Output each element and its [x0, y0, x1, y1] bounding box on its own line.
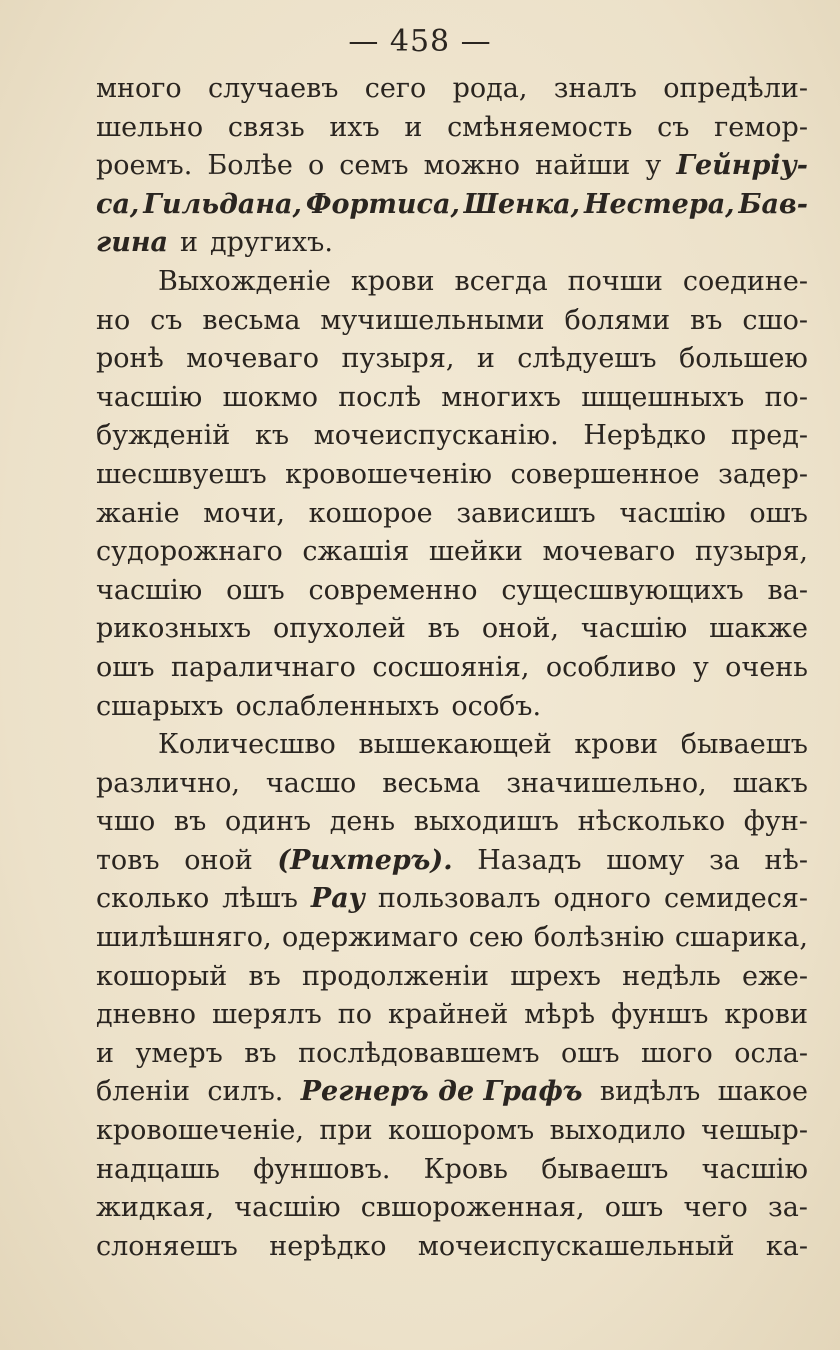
word: слѣдуешъ — [517, 343, 657, 375]
word: зависишъ — [456, 497, 596, 529]
word: часшо — [265, 767, 357, 799]
word: часшію — [234, 1192, 341, 1224]
word: шерялъ — [212, 999, 322, 1031]
word: соедине- — [682, 265, 808, 297]
word: ка- — [765, 1230, 808, 1262]
text-line — [96, 186, 808, 225]
text-line — [96, 1073, 808, 1112]
word: ихъ — [329, 111, 380, 143]
word: и — [96, 1037, 114, 1069]
word: часшію — [96, 381, 203, 413]
word: рикозныхъ — [96, 613, 252, 645]
word: съ — [657, 111, 690, 143]
word: шакое — [717, 1076, 808, 1108]
word: совершенное — [510, 458, 700, 490]
word: крови — [724, 999, 808, 1031]
word: фуншовъ. — [253, 1153, 391, 1185]
word: ошъ — [96, 651, 155, 683]
italic-name: Регнеръ де Графъ — [300, 1076, 583, 1108]
text-body — [96, 70, 808, 1266]
text-line — [96, 610, 808, 649]
word: кошоромъ — [387, 1115, 535, 1147]
text-line — [96, 224, 808, 263]
word: дневно — [96, 999, 197, 1031]
word: весьма — [202, 304, 301, 336]
word: съ — [150, 304, 183, 336]
word: шокмо — [222, 381, 318, 413]
word: въ — [173, 806, 207, 838]
word: болѣзнію — [533, 922, 665, 954]
word: мочи, — [203, 497, 285, 529]
word: Кровь — [423, 1153, 509, 1185]
word: одного — [553, 883, 652, 915]
word: часшію — [619, 497, 726, 529]
word: опредѣли- — [663, 73, 808, 104]
word: Количесшво — [158, 729, 336, 761]
word: судорожнаго — [96, 536, 283, 568]
text-line — [96, 1151, 808, 1190]
word: пузыря, — [694, 536, 808, 568]
text-line — [96, 958, 808, 997]
text-line — [96, 70, 808, 109]
word: къ — [254, 420, 290, 452]
text-line — [96, 1189, 808, 1228]
word: болями — [564, 304, 671, 336]
word: сшо- — [742, 304, 808, 336]
word: мочеиспусканію. — [313, 420, 559, 452]
word: найши — [535, 150, 631, 182]
word: сшарика, — [674, 922, 808, 954]
word: вышекающей — [358, 729, 552, 761]
word: ослабленныхъ — [235, 690, 440, 722]
italic-name: Фортиса, — [305, 188, 460, 220]
word: семъ — [339, 150, 409, 182]
word: сего — [364, 73, 427, 104]
word: часшію — [580, 613, 688, 645]
word: пред- — [730, 420, 808, 452]
word: кошорое — [308, 497, 433, 529]
word: параличнаго — [170, 651, 356, 683]
word: кровошеченіе, — [96, 1115, 304, 1147]
word: современно — [308, 574, 478, 606]
word: нерѣдко — [269, 1230, 387, 1262]
word: выходило — [549, 1115, 686, 1147]
word: у — [692, 651, 709, 683]
text-line — [96, 765, 808, 804]
word: ошъ — [226, 574, 285, 606]
word: надцашь — [96, 1153, 220, 1185]
word: шельно — [96, 111, 204, 143]
word: рода, — [452, 73, 528, 104]
italic-name: гина — [96, 227, 168, 259]
word: кровошеченію — [285, 458, 493, 490]
word: день — [329, 806, 396, 838]
word: и — [180, 227, 198, 259]
word: другихъ. — [210, 227, 333, 259]
word: мочеваго — [186, 343, 320, 375]
italic-name: Нестера, — [583, 188, 735, 220]
text-line — [96, 1112, 808, 1151]
word: Нерѣдко — [583, 420, 707, 452]
word: шилѣшняго, — [96, 922, 272, 954]
word: ошъ — [749, 497, 808, 529]
word: бываешъ — [541, 1153, 669, 1185]
word: фун- — [743, 806, 808, 838]
text-line — [96, 572, 808, 611]
word: Болѣе — [207, 150, 293, 182]
word: нѣсколько — [577, 806, 726, 838]
word: шакъ — [732, 767, 808, 799]
word: но — [96, 304, 131, 336]
word: жаніе — [96, 497, 180, 529]
word: и — [404, 111, 423, 143]
word: смѣняемость — [447, 111, 633, 143]
word: сею — [468, 922, 524, 954]
word: и — [476, 343, 495, 375]
word: чешыр- — [701, 1115, 808, 1147]
word: большею — [678, 343, 808, 375]
word: силъ. — [207, 1076, 284, 1108]
italic-name: Бав- — [738, 188, 808, 220]
word: пользовалъ — [377, 883, 541, 915]
word: особливо — [545, 651, 677, 683]
word: жидкая, — [96, 1192, 215, 1224]
text-line — [96, 263, 808, 302]
word: случаевъ — [207, 73, 339, 104]
word: оной — [184, 844, 253, 876]
word: ва- — [767, 574, 808, 606]
word: сшарыхъ — [96, 690, 224, 722]
text-line — [96, 302, 808, 341]
word: роемъ. — [96, 150, 193, 182]
word: особъ. — [451, 690, 542, 722]
text-line — [96, 417, 808, 456]
text-line — [96, 533, 808, 572]
word: Выхожденіе — [158, 265, 331, 297]
word: шесшвуешъ — [96, 458, 267, 490]
word: чшо — [96, 806, 156, 838]
word: продолженіи — [302, 960, 490, 992]
word: шщешныхъ — [581, 381, 745, 413]
word: почши — [567, 265, 663, 297]
word: за- — [767, 1192, 808, 1224]
text-line — [96, 688, 808, 727]
italic-name: Гейнріу- — [676, 150, 808, 182]
word: бываешъ — [680, 729, 808, 761]
word: одержимаго — [281, 922, 459, 954]
word: оной, — [481, 613, 559, 645]
word: различно, — [96, 767, 240, 799]
word: очень — [725, 651, 808, 683]
text-line — [96, 649, 808, 688]
word: въ — [690, 304, 723, 336]
text-line — [96, 340, 808, 379]
word: шакже — [709, 613, 808, 645]
italic-name: Рау — [310, 883, 365, 915]
word: послѣдовавшемъ — [298, 1037, 540, 1069]
word: бужденій — [96, 420, 231, 452]
word: Назадъ — [477, 844, 582, 876]
word: недѣль — [622, 960, 721, 992]
word: связь — [227, 111, 305, 143]
word: крайней — [388, 999, 509, 1031]
word: слоняешъ — [96, 1230, 238, 1262]
word: семидеся- — [664, 883, 808, 915]
italic-name: са, — [96, 188, 140, 220]
italic-name: Гильдана, — [143, 188, 302, 220]
word: нѣ- — [764, 844, 808, 876]
word: много — [96, 73, 182, 104]
word: въ — [248, 960, 281, 992]
word: крови — [350, 265, 435, 297]
word: задер- — [718, 458, 808, 490]
text-line — [96, 919, 808, 958]
word: сосшоянія, — [372, 651, 530, 683]
word: товъ — [96, 844, 160, 876]
word: мучишельными — [320, 304, 545, 336]
page-number: — 458 — — [348, 24, 492, 59]
word: мочеиспускашельный — [417, 1230, 735, 1262]
word: видѣлъ — [599, 1076, 701, 1108]
text-line — [96, 842, 808, 881]
italic-name: Шенка, — [463, 188, 581, 220]
text-line — [96, 147, 808, 186]
text-line — [96, 1228, 808, 1267]
word: крови — [574, 729, 659, 761]
text-line — [96, 803, 808, 842]
word: чего — [683, 1192, 748, 1224]
word: умеръ — [135, 1037, 223, 1069]
text-line — [96, 726, 808, 765]
word: свшороженная, — [360, 1192, 585, 1224]
text-line — [96, 495, 808, 534]
italic-name: (Рихтеръ). — [277, 844, 453, 876]
word: значишельно, — [506, 767, 707, 799]
word: часшію — [701, 1153, 808, 1185]
text-line — [96, 379, 808, 418]
word: ошъ — [604, 1192, 664, 1224]
word: часшію — [96, 574, 203, 606]
word: можно — [423, 150, 521, 182]
word: по — [337, 999, 373, 1031]
word: еже- — [742, 960, 808, 992]
word: ронѣ — [96, 343, 164, 375]
word: мочеваго — [542, 536, 676, 568]
word: лѣшъ — [222, 883, 298, 915]
text-line — [96, 109, 808, 148]
word: о — [307, 150, 325, 182]
word: многихъ — [441, 381, 561, 413]
word: всегда — [454, 265, 548, 297]
word: ошъ — [560, 1037, 620, 1069]
word: одинъ — [225, 806, 312, 838]
word: пузыря, — [341, 343, 455, 375]
word: сколько — [96, 883, 210, 915]
word: опухолей — [272, 613, 406, 645]
word: гемор- — [714, 111, 808, 143]
word: бленіи — [96, 1076, 191, 1108]
word: у — [645, 150, 662, 182]
text-line — [96, 1035, 808, 1074]
word: весьма — [382, 767, 481, 799]
word: выходишъ — [413, 806, 559, 838]
word: кошорый — [96, 960, 228, 992]
text-line — [96, 996, 808, 1035]
word: осла- — [734, 1037, 808, 1069]
text-line — [96, 880, 808, 919]
word: сжашія — [302, 536, 410, 568]
word: зналъ — [553, 73, 637, 104]
word: шого — [640, 1037, 713, 1069]
word: за — [709, 844, 740, 876]
word: фуншъ — [611, 999, 709, 1031]
text-line — [96, 456, 808, 495]
word: мѣрѣ — [524, 999, 596, 1031]
word: въ — [244, 1037, 277, 1069]
word: шрехъ — [510, 960, 601, 992]
word: по- — [764, 381, 808, 413]
word: шому — [606, 844, 685, 876]
word: шейки — [428, 536, 523, 568]
word: послѣ — [338, 381, 421, 413]
word: при — [319, 1115, 373, 1147]
word: сущесшвующихъ — [501, 574, 744, 606]
word: въ — [427, 613, 460, 645]
